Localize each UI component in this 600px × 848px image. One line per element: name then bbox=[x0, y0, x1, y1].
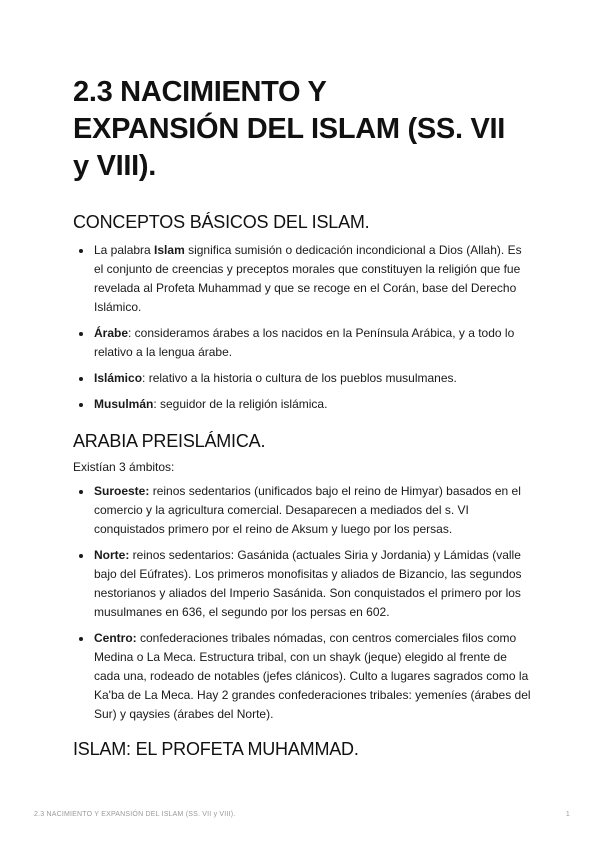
section-heading-arabia: ARABIA PREISLÁMICA. bbox=[73, 431, 266, 451]
section-heading-profeta: ISLAM: EL PROFETA MUHAMMAD. bbox=[73, 739, 359, 759]
list-item: Centro: confederaciones tribales nómadas, con centros comerciales filos como Medina o La Meca. Estructura tribal, con un shayk (jeque) elegido al frente de cada una, rodeado de notables (jefes clánicos). Culto a lugares sagrados como la Ka'ba de La Meca. Hay 2 grandes confederaciones tribales: yemeníes (árabes del Sur) y qaysies (árabes del Norte). bbox=[73, 629, 533, 724]
list-item: La palabra Islam significa sumisión o dedicación incondicional a Dios (Allah). Es el conjunto de creencias y preceptos morales que constituyen la religión que fue revelada al Profeta Muhammad y que se recoge en el Corán, base del Derecho Islámico. bbox=[73, 241, 533, 317]
term: Árabe bbox=[94, 326, 129, 340]
list-item: Islámico: relativo a la historia o cultura de los pueblos musulmanes. bbox=[73, 369, 533, 388]
list-item: Árabe: consideramos árabes a los nacidos en la Península Arábica, y a todo lo relativo a la lengua árabe. bbox=[73, 324, 533, 362]
list-item: Norte: reinos sedentarios: Gasánida (actuales Siria y Jordania) y Lámidas (valle bajo del Eúfrates). Los primeros monofisitas y aliados de Bizancio, las segundos nestorianos y aliados del Imperio Sasánida. Son conquistados el primero por los musulmanes en 636, el segundo por los persas en 602. bbox=[73, 546, 533, 622]
title-line-3: y VIII). bbox=[73, 150, 157, 182]
term: Musulmán bbox=[94, 397, 154, 411]
title-line-1: 2.3 NACIMIENTO Y bbox=[73, 76, 327, 108]
document-page bbox=[73, 74, 533, 760]
page-title bbox=[73, 74, 533, 185]
term: Islámico bbox=[94, 371, 143, 385]
list-item: Musulmán: seguidor de la religión islámica. bbox=[73, 395, 533, 414]
list-item: Suroeste: reinos sedentarios (unificados bajo el reino de Himyar) basados en el comercio y la agricultura comercial. Desaparecen a mediados del s. VI conquistados primero por el reino de Aksum y luego por los persas. bbox=[73, 482, 533, 539]
section-intro: Existían 3 ámbitos: bbox=[73, 460, 175, 474]
conceptos-list bbox=[73, 241, 533, 414]
term: Norte: bbox=[94, 548, 130, 562]
page-footer bbox=[34, 811, 570, 818]
term: Islam bbox=[154, 243, 185, 257]
title-line-2: EXPANSIÓN DEL ISLAM (SS. VII bbox=[73, 113, 506, 145]
arabia-list bbox=[73, 482, 533, 724]
term: Centro: bbox=[94, 631, 137, 645]
section-heading-conceptos: CONCEPTOS BÁSICOS DEL ISLAM. bbox=[73, 212, 370, 232]
term: Suroeste: bbox=[94, 484, 150, 498]
page-number: 1 bbox=[565, 811, 570, 818]
footer-text: 2.3 NACIMIENTO Y EXPANSIÓN DEL ISLAM (SS. VII y VIII). bbox=[34, 811, 236, 818]
